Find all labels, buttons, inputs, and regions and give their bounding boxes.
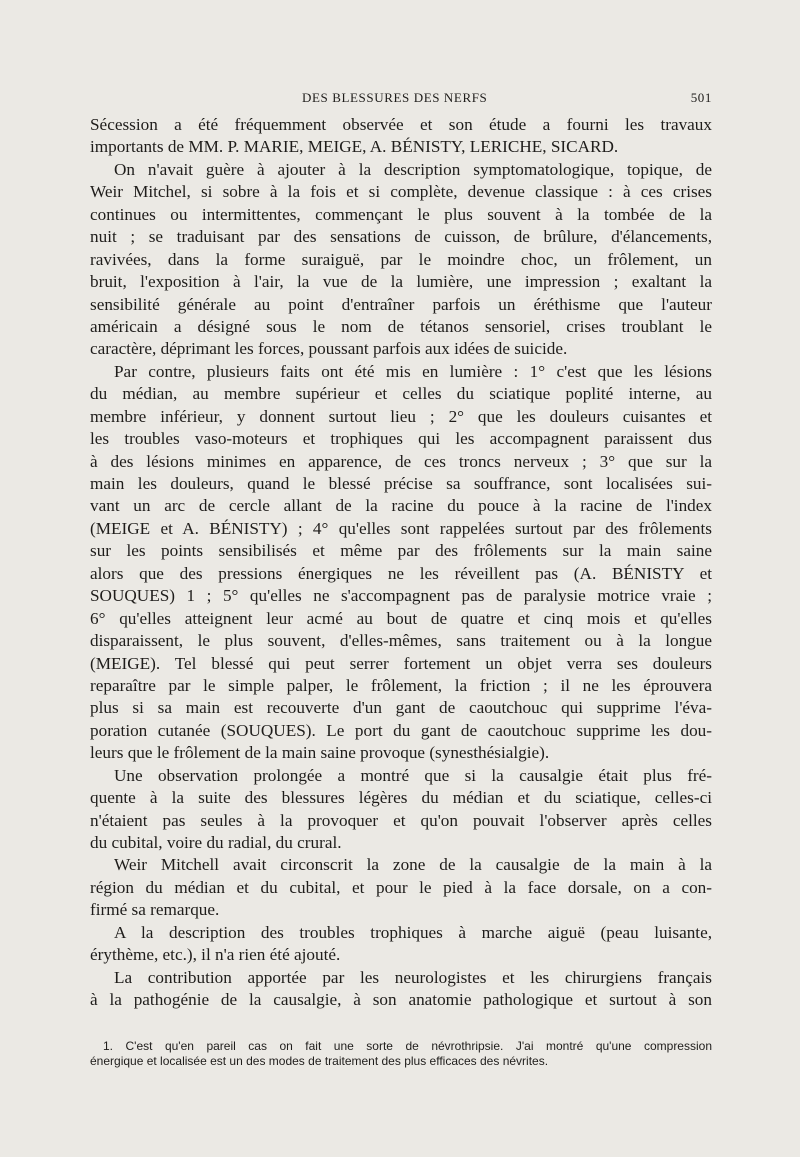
- text-line: les troubles vaso-moteurs et trophiques qui les accompagnent paraissent dus: [90, 429, 712, 449]
- text-line: disparaissent, le plus souvent, d'elles-mêmes, sans traitement ou à la longue: [90, 631, 712, 651]
- text-line: reparaître par le simple palper, le frôlement, la friction ; il ne les éprouvera: [90, 675, 712, 695]
- footnote-line: énergique et localisée est un des modes de traitement des plus efficaces des névrites.: [90, 1054, 549, 1068]
- text-line: La contribution apportée par les neurologistes et les chirurgiens français: [114, 967, 712, 987]
- body-text: [90, 114, 712, 1012]
- text-line: sensibilité générale au point d'entraîner parfois un éréthisme que l'auteur: [90, 294, 712, 314]
- text-line: sur les points sensibilisés et même par des frôlements sur la main saine: [90, 541, 712, 561]
- text-line: importants de MM. P. MARIE, MEIGE, A. BÉNISTY, LERICHE, SICARD.: [90, 137, 619, 157]
- text-line: continues ou intermittentes, commençant le plus souvent à la tombée de la: [90, 204, 712, 224]
- text-line: région du médian et du cubital, et pour le pied à la face dorsale, on a con-: [90, 877, 712, 897]
- text-line: nuit ; se traduisant par des sensations de cuisson, de brûlure, d'élancements,: [90, 227, 712, 247]
- text-line: vant un arc de cercle allant de la racine du pouce à la racine de l'index: [90, 496, 712, 516]
- page-number: 501: [690, 90, 712, 105]
- text-line: (MEIGE). Tel blessé qui peut serrer fortement un objet verra ses douleurs: [90, 653, 712, 673]
- running-title: DES BLESSURES DES NERFS: [302, 90, 488, 105]
- text-line: quente à la suite des blessures légères du médian et du sciatique, celles-ci: [90, 788, 712, 808]
- text-line: bruit, l'exposition à l'air, la vue de la lumière, une impression ; exaltant la: [90, 272, 712, 292]
- footnote-line: 1. C'est qu'en pareil cas on fait une sorte de névrothripsie. J'ai montré qu'une compression: [103, 1039, 712, 1053]
- footnote: [90, 1039, 712, 1069]
- text-line: américain a désigné sous le nom de tétanos sensoriel, crises troublant le: [90, 316, 712, 336]
- text-line: membre inférieur, y donnent surtout lieu ; 2° que les douleurs cuisantes et: [90, 406, 712, 426]
- text-line: 6° qu'elles atteignent leur acmé au bout de quatre et cinq mois et qu'elles: [90, 608, 712, 628]
- text-line: On n'avait guère à ajouter à la description symptomatologique, topique, de: [114, 159, 712, 179]
- text-line: ravivées, dans la forme suraiguë, par le moindre choc, un frôlement, un: [90, 249, 712, 269]
- text-line: du médian, au membre supérieur et celles du sciatique poplité interne, au: [90, 384, 712, 404]
- text-line: à des lésions minimes en apparence, de ces troncs nerveux ; 3° que sur la: [90, 451, 712, 471]
- text-line: n'étaient pas seules à la provoquer et qu'on pouvait l'observer après celles: [90, 810, 712, 830]
- text-line: firmé sa remarque.: [90, 900, 220, 920]
- text-line: à la pathogénie de la causalgie, à son anatomie pathologique et surtout à son: [90, 990, 712, 1010]
- text-line: du cubital, voire du radial, du crural.: [90, 833, 342, 852]
- text-line: Une observation prolongée a montré que si la causalgie était plus fré-: [114, 765, 712, 785]
- text-line: plus si sa main est recouverte d'un gant de caoutchouc qui supprime l'éva-: [90, 698, 712, 718]
- text-line: A la description des troubles trophiques à marche aiguë (peau luisante,: [114, 922, 712, 942]
- text-line: Sécession a été fréquemment observée et son étude a fourni les travaux: [90, 115, 712, 134]
- text-line: alors que des pressions énergiques ne les réveillent pas (A. BÉNISTY et: [90, 563, 712, 583]
- running-header: [90, 90, 712, 108]
- text-line: Weir Mitchel, si sobre à la fois et si complète, devenue classique : à ces crises: [90, 182, 712, 202]
- text-line: Par contre, plusieurs faits ont été mis en lumière : 1° c'est que les lésions: [114, 361, 712, 381]
- text-line: poration cutanée (SOUQUES). Le port du gant de caoutchouc supprime les dou-: [90, 720, 712, 740]
- text-line: main les douleurs, quand le blessé précise sa souffrance, sont localisées sui-: [90, 474, 712, 493]
- text-line: leurs que le frôlement de la main saine provoque (synesthésialgie).: [90, 743, 550, 763]
- text-line: SOUQUES) 1 ; 5° qu'elles ne s'accompagnent pas de paralysie motrice vraie ;: [90, 586, 712, 606]
- text-line: érythème, etc.), il n'a rien été ajouté.: [90, 945, 341, 965]
- text-line: (MEIGE et A. BÉNISTY) ; 4° qu'elles sont rappelées surtout par des frôlements: [90, 518, 712, 538]
- text-line: caractère, déprimant les forces, poussant parfois aux idées de suicide.: [90, 339, 568, 359]
- text-line: Weir Mitchell avait circonscrit la zone de la causalgie de la main à la: [114, 855, 712, 875]
